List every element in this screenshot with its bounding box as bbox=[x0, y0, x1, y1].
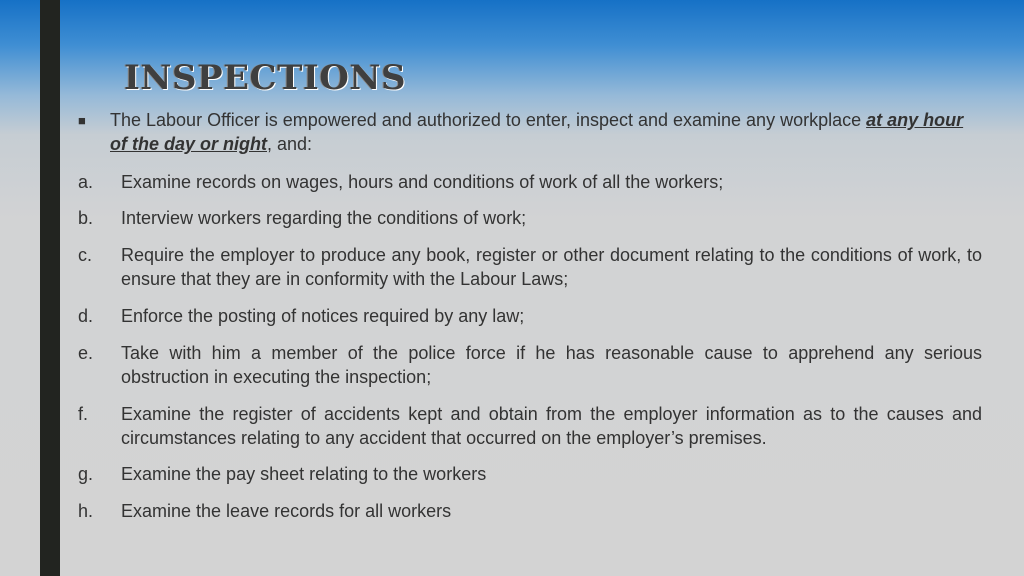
list-item-text: Require the employer to produce any book, register or other document relating to the conditions of work, to ensure that they are in conformity with the Labour Laws; bbox=[121, 245, 982, 289]
list-item-text: Take with him a member of the police force if he has reasonable cause to apprehend any serious obstruction in executing the inspection; bbox=[121, 343, 982, 387]
list-marker: f. bbox=[78, 404, 89, 424]
list-marker: b. bbox=[78, 208, 94, 228]
intro-text-before: The Labour Officer is empowered and authorized to enter, inspect and examine any workplace bbox=[110, 110, 867, 130]
list-marker: g. bbox=[78, 464, 94, 484]
list-item-text: Enforce the posting of notices required by any law; bbox=[121, 306, 525, 326]
list-item-text: Examine records on wages, hours and conditions of work of all the workers; bbox=[121, 172, 724, 192]
intro-text bbox=[110, 108, 982, 156]
list-item-text: Examine the pay sheet relating to the workers bbox=[121, 464, 487, 484]
square-bullet-icon: ■ bbox=[78, 113, 86, 128]
list-item-text: Interview workers regarding the conditions of work; bbox=[121, 208, 527, 228]
list-item bbox=[78, 402, 982, 450]
list-marker: a. bbox=[78, 172, 94, 192]
intro-paragraph bbox=[78, 108, 982, 156]
intro-text-after: , and: bbox=[267, 134, 313, 154]
list-item bbox=[78, 499, 982, 523]
left-accent-bar bbox=[40, 0, 60, 576]
list-item bbox=[78, 170, 982, 194]
list-item-text: Examine the leave records for all workers bbox=[121, 501, 452, 521]
slide-title: INSPECTIONS bbox=[124, 58, 407, 98]
intro-emphasis: at any hour of the day or night bbox=[110, 110, 964, 154]
list-marker: e. bbox=[78, 343, 94, 363]
list-marker: h. bbox=[78, 501, 94, 521]
list-item bbox=[78, 304, 982, 328]
list-marker: c. bbox=[78, 245, 93, 265]
list-item bbox=[78, 243, 982, 291]
list-marker: d. bbox=[78, 306, 94, 326]
list-item bbox=[78, 206, 982, 230]
list-item bbox=[78, 462, 982, 486]
list-item bbox=[78, 341, 982, 389]
list-item-text: Examine the register of accidents kept and obtain from the employer information as to the causes and circumstances relating to any accident that occurred on the employer’s premises. bbox=[121, 404, 982, 448]
